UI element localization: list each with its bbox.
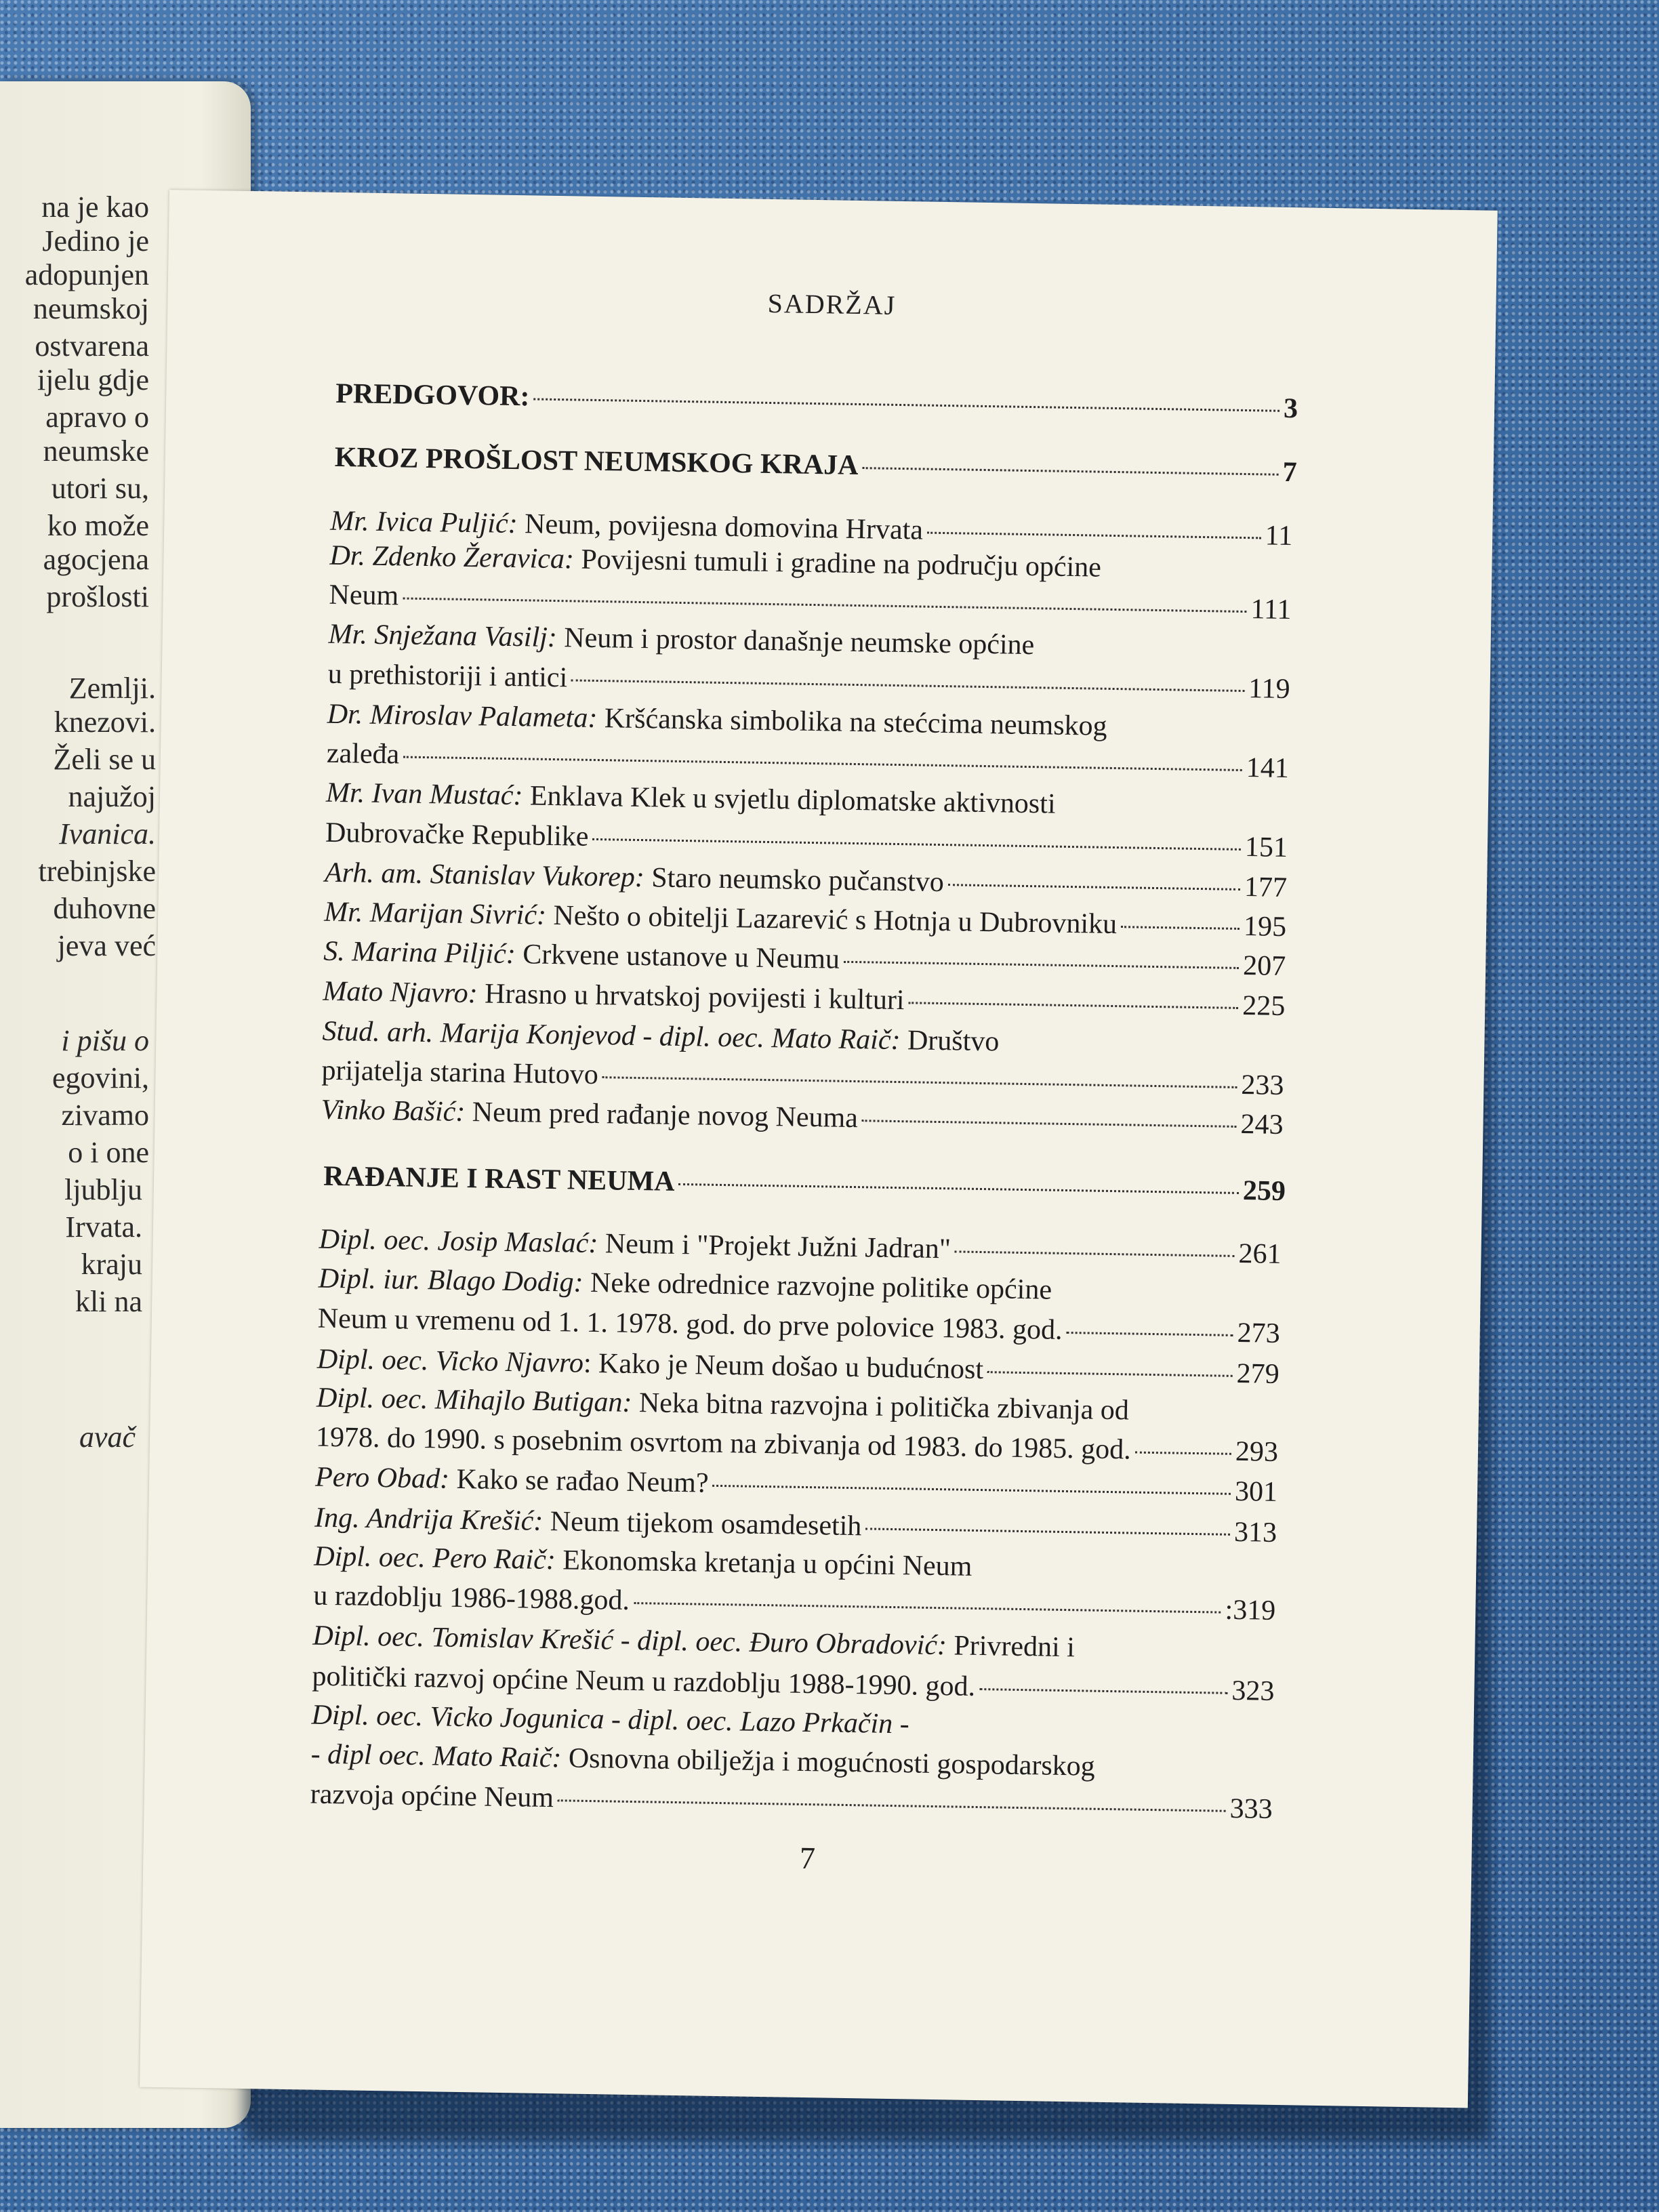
toc-title: Neum i "Projekt Južni Jadran" — [598, 1228, 951, 1265]
toc-author: Dipl. oec. Vicko Jogunica - dipl. oec. Lazo Prkačin - — [311, 1699, 910, 1740]
left-page-text-line: Jedino je — [42, 224, 149, 258]
toc-title: Staro neumsko pučanstvo — [644, 862, 945, 899]
toc-page-number: 177 — [1244, 872, 1288, 904]
toc-title: Privredni i — [946, 1630, 1076, 1664]
toc-author: S. Marina Piljić: — [323, 935, 516, 970]
toc-entry — [325, 817, 1288, 864]
toc-section-title: KROZ PROŠLOST NEUMSKOG KRAJA — [334, 441, 859, 482]
toc-section-heading — [334, 441, 1297, 489]
toc-dot-leader — [592, 838, 1241, 851]
left-page-text-line: Zemlji. — [68, 672, 156, 705]
toc-dot-leader — [712, 1485, 1231, 1495]
toc-entry — [329, 579, 1292, 626]
toc-page-number: 111 — [1250, 594, 1292, 626]
toc-page-number: 151 — [1244, 832, 1288, 864]
left-page-text-line: ljublju — [64, 1173, 142, 1206]
toc-author: - dipl oec. Mato Raič: — [310, 1738, 562, 1774]
left-page-text-line: na je kao — [41, 190, 149, 224]
toc-title: politički razvoj općine Neum u razdoblju 1988-1990. god. — [312, 1660, 976, 1702]
toc-entry — [323, 975, 1286, 1023]
toc-page-number: 301 — [1234, 1475, 1278, 1508]
toc-title: Kako se rađao Neum? — [449, 1463, 709, 1499]
toc-author: Mr. Ivan Mustać: — [325, 777, 523, 812]
toc-page-number: 11 — [1265, 520, 1293, 552]
toc-title: Enklava Klek u svjetlu diplomatske aktivnosti — [523, 780, 1056, 820]
toc-entry — [310, 1738, 1273, 1786]
toc-page-number: 273 — [1237, 1317, 1281, 1349]
toc-entry — [317, 1303, 1280, 1350]
toc-dot-leader — [1066, 1332, 1233, 1336]
toc-dot-leader — [678, 1183, 1239, 1194]
toc-section-title: PREDGOVOR: — [335, 377, 530, 413]
toc-entry — [327, 737, 1290, 785]
left-page-text-line: egovini, — [52, 1061, 149, 1094]
toc-entry — [322, 1015, 1285, 1063]
toc-entry — [315, 1461, 1278, 1509]
toc-entry — [312, 1620, 1275, 1667]
toc-dot-leader — [1135, 1452, 1231, 1455]
left-page-text-line: najužoj — [68, 780, 156, 813]
toc-page-number: 141 — [1246, 752, 1290, 785]
toc-entry — [318, 1263, 1281, 1310]
toc-page-number: 323 — [1231, 1675, 1275, 1707]
toc-title: Povijesni tumuli i gradine na području općine — [573, 544, 1102, 583]
toc-entry — [319, 1223, 1282, 1271]
toc-entry — [328, 618, 1291, 665]
toc-section-heading — [323, 1160, 1286, 1208]
toc-dot-leader — [403, 756, 1242, 771]
toc-page-number: 233 — [1241, 1069, 1284, 1101]
toc-page-number: 333 — [1229, 1793, 1273, 1825]
toc-page-number: 195 — [1243, 911, 1287, 943]
left-page-text-line: adopunjen — [24, 258, 149, 291]
toc-page-number: 293 — [1235, 1435, 1279, 1468]
toc-author: Dipl. iur. Blago Dodig: — [318, 1263, 583, 1298]
left-page-text-line: trebinjske — [38, 855, 156, 888]
toc-page-number: :319 — [1225, 1594, 1276, 1626]
left-page-text-line: ko može — [47, 509, 149, 542]
left-page-text-line: duhovne — [53, 892, 156, 925]
toc-author: Vinko Bašić: — [321, 1094, 466, 1128]
toc-author: Mr. Marijan Sivrić: — [323, 896, 547, 931]
left-page-text-line: zivamo — [61, 1099, 149, 1132]
toc-dot-leader — [571, 679, 1244, 692]
toc-dot-leader — [865, 1528, 1230, 1535]
toc-dot-leader — [533, 398, 1279, 411]
toc-dot-leader — [987, 1371, 1233, 1377]
toc-author: Dr. Miroslav Palameta: — [327, 698, 598, 735]
toc-title: Neke odrednice razvojne politike općine — [583, 1267, 1052, 1306]
toc-dot-leader — [927, 532, 1261, 539]
left-page-text-line: utori su, — [51, 472, 149, 505]
toc-title: : Kako je Neum došao u budućnost — [583, 1347, 984, 1386]
toc-dot-leader — [862, 1120, 1237, 1128]
toc-title: Dubrovačke Republike — [325, 817, 589, 853]
toc-author: Dipl. oec. Pero Raič: — [313, 1540, 556, 1576]
toc-entry — [316, 1421, 1279, 1469]
toc-title: Neum i prostor današnje neumske općine — [556, 622, 1035, 661]
toc-title: Neum tijekom osamdesetih — [542, 1505, 862, 1542]
toc-title: zaleđa — [326, 737, 400, 771]
toc-page-number: 119 — [1248, 673, 1290, 705]
toc-dot-leader — [1121, 926, 1240, 930]
toc-author: Mr. Ivica Puljić: — [329, 505, 518, 540]
toc-title: Neum — [329, 579, 399, 612]
toc-author: Dipl. oec. Vicko Njavro — [316, 1343, 584, 1379]
toc-title: Društvo — [900, 1025, 1000, 1058]
toc-page-number: 3 — [1283, 392, 1298, 425]
toc-entry — [324, 896, 1287, 943]
toc-dot-leader — [862, 467, 1278, 476]
toc-page-number: 243 — [1240, 1108, 1284, 1141]
toc-dot-leader — [948, 884, 1240, 890]
left-page-text-line: jeva već — [57, 929, 156, 962]
left-page-text-line: apravo o — [45, 401, 149, 434]
toc-page-number: 313 — [1233, 1516, 1277, 1549]
toc-page-number: 225 — [1242, 990, 1286, 1023]
toc-author: Dr. Zdenko Žeravica: — [329, 539, 575, 575]
left-page-text-line: ostvarena — [35, 329, 149, 363]
toc-author: Ing. Andrija Krešić: — [314, 1502, 544, 1537]
toc-entry — [313, 1580, 1276, 1627]
toc-entry — [311, 1699, 1274, 1746]
toc-author: Dipl. oec. Josip Maslać: — [319, 1223, 598, 1260]
toc-author: Dipl. oec. Mihajlo Butigan: — [316, 1382, 632, 1418]
toc-title: razvoja općine Neum — [310, 1778, 554, 1814]
toc-entry — [327, 698, 1290, 745]
toc-dot-leader — [844, 961, 1239, 969]
toc-entry — [325, 857, 1288, 904]
toc-title: Crkvene ustanove u Neumu — [515, 939, 840, 975]
toc-page-number: 279 — [1236, 1357, 1280, 1390]
toc-author: Mr. Snježana Vasilj: — [328, 618, 558, 654]
toc-section-heading — [335, 377, 1298, 425]
toc-dot-leader — [908, 1002, 1238, 1009]
toc-dot-leader — [602, 1076, 1237, 1088]
left-page-text-line: agocjena — [43, 543, 149, 576]
toc-section-title: RAĐANJE I RAST NEUMA — [323, 1160, 675, 1197]
right-page — [140, 190, 1498, 2108]
toc-author: Stud. arh. Marija Konjevod - dipl. oec. Mato Raič: — [322, 1015, 901, 1057]
toc-dot-leader — [955, 1250, 1235, 1256]
left-page-text-line: kraju — [81, 1248, 142, 1281]
toc-title: Osnovna obilježja i mogućnosti gospodarskog — [561, 1742, 1096, 1782]
toc-title: Ekonomska kretanja u općini Neum — [555, 1544, 972, 1582]
left-page-text-line: ijelu gdje — [37, 363, 149, 396]
toc-entry — [314, 1540, 1277, 1588]
toc-dot-leader — [558, 1799, 1226, 1811]
toc-dot-leader — [979, 1688, 1227, 1694]
toc-author: Dipl. oec. Tomislav Krešić - dipl. oec. Đuro Obradović: — [312, 1620, 947, 1662]
toc-entry — [316, 1382, 1279, 1429]
toc-entry — [321, 1054, 1284, 1102]
toc-author: Pero Obad: — [314, 1461, 450, 1495]
left-page-text-line: neumskoj — [33, 292, 149, 325]
toc-entry — [310, 1778, 1273, 1826]
toc-entry — [323, 935, 1286, 983]
toc-title: Neka bitna razvojna i politička zbivanja od — [632, 1387, 1130, 1427]
left-page-text-line: kli na — [75, 1285, 142, 1318]
toc-title: prijatelja starina Hutovo — [321, 1054, 599, 1091]
toc-title: 1978. do 1990. s posebnim osvrtom na zbivanja od 1983. do 1985. god. — [315, 1421, 1132, 1466]
toc-title: u razdoblju 1986-1988.god. — [313, 1580, 630, 1616]
toc-title: Hrasno u hrvatskoj povijesti i kulturi — [477, 978, 905, 1017]
left-page-text-line: avač — [79, 1420, 136, 1454]
toc-dot-leader — [634, 1602, 1221, 1614]
left-page-text-line: Irvata. — [65, 1210, 142, 1244]
toc-entry — [321, 1094, 1284, 1141]
toc-author: Mato Njavro: — [323, 975, 478, 1010]
toc-page-number: 7 — [1282, 456, 1298, 489]
page-number: 7 — [799, 1840, 816, 1876]
toc-title: Kršćanska simbolika na stećcima neumskog — [597, 703, 1107, 742]
left-page-text-line: prošlosti — [46, 580, 149, 613]
left-page-text-line: o i one — [68, 1136, 149, 1169]
left-page-text-line: Ivanica. — [59, 817, 156, 851]
toc-heading: SADRŽAJ — [767, 287, 897, 321]
toc-author: Arh. am. Stanislav Vukorep: — [324, 857, 645, 894]
left-page-text-line: knezovi. — [54, 705, 156, 739]
left-page-text-line: neumske — [43, 434, 149, 468]
toc-title: Neum u vremenu od 1. 1. 1978. god. do prve polovice 1983. god. — [317, 1303, 1063, 1346]
left-page-text-line: i pišu o — [61, 1024, 149, 1057]
toc-entry — [327, 658, 1290, 705]
toc-title: Nešto o obitelji Lazarević s Hotnja u Dubrovniku — [546, 899, 1118, 941]
toc-page-number: 259 — [1242, 1175, 1286, 1208]
toc-page-number: 207 — [1242, 950, 1286, 983]
toc-title: Neum pred rađanje novog Neuma — [464, 1097, 859, 1134]
toc-title: u prethistoriji i antici — [327, 658, 568, 694]
toc-title: Neum, povijesna domovina Hrvata — [517, 508, 924, 546]
left-page-text-line: Želi se u — [53, 743, 156, 776]
toc-page-number: 261 — [1238, 1237, 1282, 1270]
toc-dot-leader — [403, 597, 1246, 613]
toc-entry — [326, 777, 1289, 824]
